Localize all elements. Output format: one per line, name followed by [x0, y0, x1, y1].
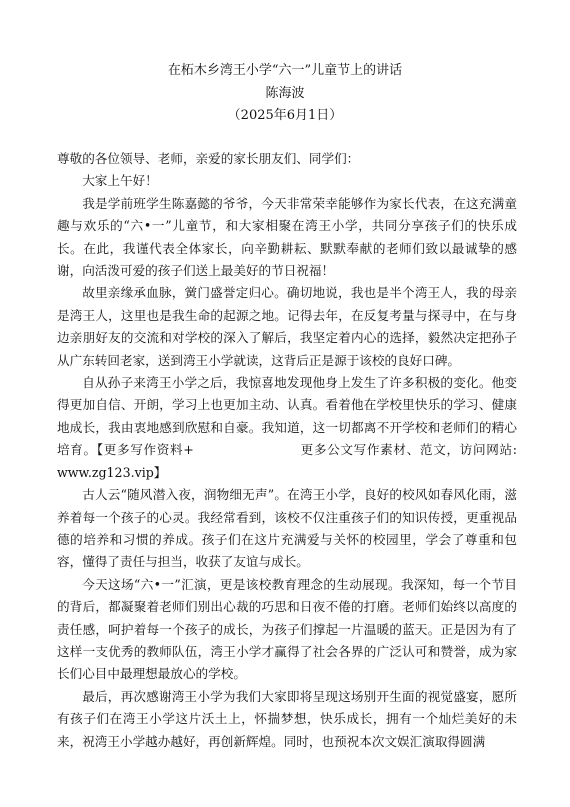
- body-paragraph: 自从孙子来湾王小学之后，我惊喜地发现他身上发生了许多积极的变化。他变得更加自信、开朗，学习上也更加主动、认真。看着他在学校里快乐的学习、健康地成长，我由衷地感到欣慰和自豪。我知道，这一切都离不开学校和老师们的精心培育。【更多写作资料+ 更多公文写作素材、范文，访问网站: www.zg123.vip】: [57, 375, 517, 480]
- speech-date: （2025年6月1日）: [227, 108, 343, 123]
- closing-paragraph: 最后，再次感谢湾王小学为我们大家即将呈现这场别开生面的视觉盛宴，愿所有孩子们在湾王小学这片沃土上，怀揣梦想，快乐成长，拥有一个灿烂美好的未来，祝湾王小学越办越好，再创新辉煌。同时，也预祝本次文娱汇演取得圆满: [57, 688, 517, 749]
- body-paragraph: 故里亲缘承血脉，黉门盛誉定归心。确切地说，我也是半个湾王人，我的母亲是湾王人，这里也是我生命的起源之地。记得去年，在反复考量与探寻中，在与身边亲朋好友的交流和对学校的深入了解后，我坚定着内心的选择，毅然决定把孙子从广东转回老家，送到湾王小学就读，这背后正是源于该校的良好口碑。: [57, 285, 517, 368]
- greeting-paragraph: 大家上午好！: [82, 173, 158, 189]
- speech-title: 在柘木乡湾王小学“六一”儿童节上的讲话: [167, 63, 403, 78]
- body-paragraph: 我是学前班学生陈嘉懿的爷爷，今天非常荣幸能够作为家长代表，在这充满童趣与欢乐的“六•一”儿童节，和大家相聚在湾王小学，共同分享孩子们的快乐成长。在此，我谨代表全体家长，向辛勤耕耘、默默奉献的老师们致以最诚挚的感谢，向活泼可爱的孩子们送上最美好的节日祝福！: [57, 195, 517, 279]
- body-paragraph: 今天这场“六•一”汇演，更是该校教育理念的生动展现。我深知，每一个节目的背后，都凝聚着老师们别出心裁的巧思和日夜不倦的打磨。老师们始终以高度的责任感，呵护着每一个孩子的成长，为孩子们撑起一片温暖的蓝天。正是因为有了这样一支优秀的教师队伍，湾王小学才赢得了社会各界的广泛认可和赞誉，成为家长们心目中最理想最放心的学校。: [57, 576, 517, 682]
- body-paragraph: 古人云“随风潜入夜，润物细无声”。在湾王小学，良好的校风如春风化雨，滋养着每一个孩子的心灵。我经常看到，该校不仅注重孩子们的知识传授，更重视品德的培养和习惯的养成。孩子们在这片充满爱与关怀的校园里，学会了尊重和包容，懂得了责任与担当，收获了友谊与成长。: [57, 487, 517, 570]
- speech-body: [57, 148, 517, 753]
- speech-author: 陈海波: [265, 86, 305, 101]
- salutation: 尊敬的各位领导、老师，亲爱的家长朋友们、同学们：: [57, 151, 360, 166]
